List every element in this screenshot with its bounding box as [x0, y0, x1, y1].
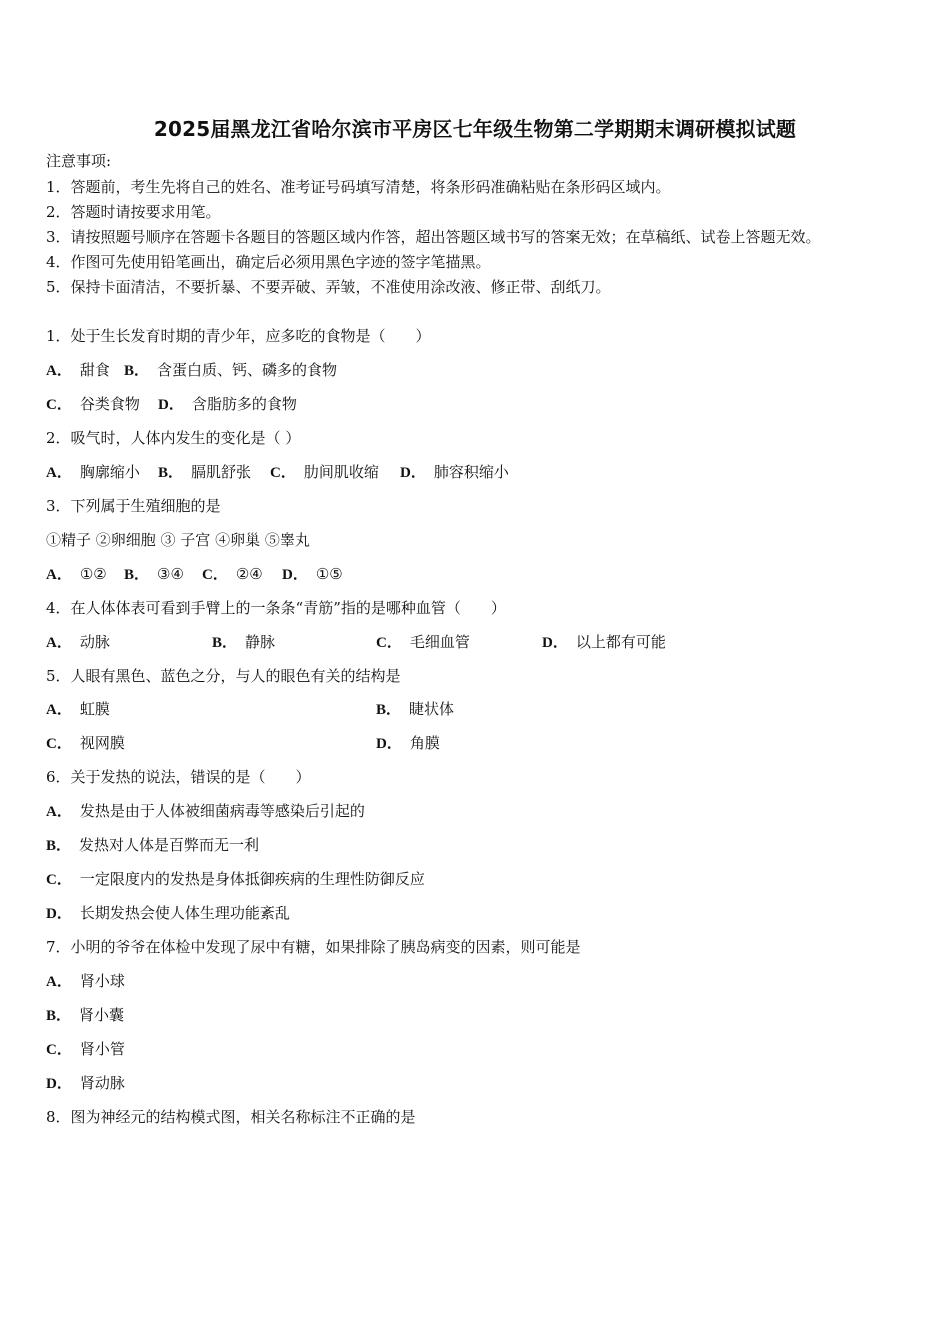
option-text: 视网膜 — [79, 734, 125, 752]
option-label: C． — [270, 465, 296, 481]
option-text: 谷类食物 — [79, 395, 140, 413]
option-text: 胸廓缩小 — [79, 463, 140, 481]
option-a — [46, 462, 140, 483]
option-d — [376, 733, 440, 754]
option-text: 含脂肪多的食物 — [191, 395, 297, 413]
option-text: 一定限度内的发热是身体抵御疾病的生理性防御反应 — [79, 870, 425, 888]
option-text: 甜食 — [79, 361, 110, 379]
option-text: 肾动脉 — [79, 1074, 125, 1092]
option-label: A． — [46, 465, 72, 481]
option-label: C． — [376, 635, 402, 651]
option-b — [46, 835, 259, 856]
option-text: 肾小管 — [79, 1040, 125, 1058]
option-label: B． — [212, 635, 238, 651]
option-label: B． — [124, 363, 150, 379]
option-label: D． — [400, 465, 426, 481]
option-b — [46, 1005, 124, 1026]
option-d — [46, 903, 290, 924]
option-text: 膈肌舒张 — [191, 463, 252, 481]
option-label: B． — [376, 702, 402, 718]
option-c — [376, 632, 470, 653]
option-label: B． — [158, 465, 184, 481]
option-b — [124, 360, 337, 381]
question-stem: 5．人眼有黑色、蓝色之分，与人的眼色有关的结构是 — [46, 667, 401, 685]
option-label: C． — [46, 397, 72, 413]
option-a — [46, 971, 125, 992]
option-d — [46, 1073, 125, 1094]
option-label: C． — [46, 736, 72, 752]
page-title: 2025届黑龙江省哈尔滨市平房区七年级生物第二学期期末调研模拟试题 — [153, 117, 797, 141]
option-c — [46, 733, 125, 754]
question-stem: 1．处于生长发育时期的青少年，应多吃的食物是（ ） — [46, 327, 431, 345]
option-label: D． — [376, 736, 402, 752]
option-label: D． — [542, 635, 568, 651]
notice-item: 1．答题前，考生先将自己的姓名、准考证号码填写清楚，将条形码准确粘贴在条形码区域内。 — [46, 178, 671, 196]
option-b — [212, 632, 275, 653]
option-label: A． — [46, 567, 72, 583]
option-text: 肾小球 — [79, 972, 125, 990]
option-text: 肺容积缩小 — [433, 463, 509, 481]
option-label: A． — [46, 702, 72, 718]
option-c — [202, 564, 263, 585]
notice-item: 3．请按照题号顺序在答题卡各题目的答题区域内作答，超出答题区域书写的答案无效；在草稿纸、试卷上答题无效。 — [46, 228, 821, 246]
option-label: B． — [124, 567, 150, 583]
option-d — [542, 632, 666, 653]
option-d — [282, 564, 343, 585]
question-stem: 8．图为神经元的结构模式图，相关名称标注不正确的是 — [46, 1108, 416, 1126]
option-text: ③④ — [157, 565, 184, 583]
option-text: 发热是由于人体被细菌病毒等感染后引起的 — [79, 802, 365, 820]
option-a — [46, 360, 110, 381]
option-label: A． — [46, 363, 72, 379]
option-a — [46, 801, 365, 822]
option-text: 虹膜 — [79, 700, 110, 718]
option-b — [124, 564, 184, 585]
question-stem: 4．在人体体表可看到手臂上的一条条“青筋”指的是哪种血管（ ） — [46, 599, 506, 617]
option-label: A． — [46, 974, 72, 990]
option-text: 毛细血管 — [409, 633, 470, 651]
option-text: ①② — [79, 565, 107, 583]
option-text: 角膜 — [409, 734, 440, 752]
option-text: 静脉 — [245, 633, 276, 651]
option-label: A． — [46, 804, 72, 820]
question-stem: 7．小明的爷爷在体检中发现了尿中有糖，如果排除了胰岛病变的因素，则可能是 — [46, 938, 581, 956]
option-a — [46, 632, 110, 653]
option-c — [270, 462, 379, 483]
option-text: 以上都有可能 — [575, 633, 666, 651]
option-label: C． — [202, 567, 228, 583]
option-d — [158, 394, 297, 415]
option-text: 长期发热会使人体生理功能紊乱 — [79, 904, 290, 922]
notice-item: 5．保持卡面清洁，不要折暴、不要弄破、弄皱，不准使用涂改液、修正带、刮纸刀。 — [46, 278, 611, 296]
option-text: ②④ — [235, 565, 263, 583]
question-stem: 2．吸气时，人体内发生的变化是（ ） — [46, 429, 301, 447]
option-b — [376, 699, 454, 720]
option-c — [46, 394, 140, 415]
option-a — [46, 699, 110, 720]
option-label: A． — [46, 635, 72, 651]
option-label: D． — [46, 1076, 72, 1092]
option-text: 发热对人体是百弊而无一利 — [79, 836, 260, 854]
option-text: 肾小囊 — [79, 1006, 125, 1024]
option-label: D． — [46, 906, 72, 922]
option-label: B． — [46, 838, 72, 854]
question-stem: 6．关于发热的说法，错误的是（ ） — [46, 768, 311, 786]
option-b — [158, 462, 251, 483]
option-label: D． — [282, 567, 308, 583]
option-text: 动脉 — [79, 633, 110, 651]
notice-header: 注意事项: — [46, 152, 112, 170]
option-label: B． — [46, 1008, 72, 1024]
option-c — [46, 869, 425, 890]
option-a — [46, 564, 107, 585]
option-text: 肋间肌收缩 — [303, 463, 379, 481]
question-stem: 3．下列属于生殖细胞的是 — [46, 497, 221, 515]
option-label: D． — [158, 397, 184, 413]
option-d — [400, 462, 509, 483]
option-label: C． — [46, 1042, 72, 1058]
option-text: ①⑤ — [315, 565, 343, 583]
option-label: C． — [46, 872, 72, 888]
question-items: ①精子 ②卵细胞 ③ 子宫 ④卵巢 ⑤睾丸 — [46, 531, 310, 549]
option-text: 睫状体 — [409, 700, 455, 718]
notice-item: 4．作图可先使用铅笔画出，确定后必须用黑色字迹的签字笔描黑。 — [46, 253, 491, 271]
option-text: 含蛋白质、钙、磷多的食物 — [157, 361, 338, 379]
option-c — [46, 1039, 125, 1060]
notice-item: 2．答题时请按要求用笔。 — [46, 203, 221, 221]
